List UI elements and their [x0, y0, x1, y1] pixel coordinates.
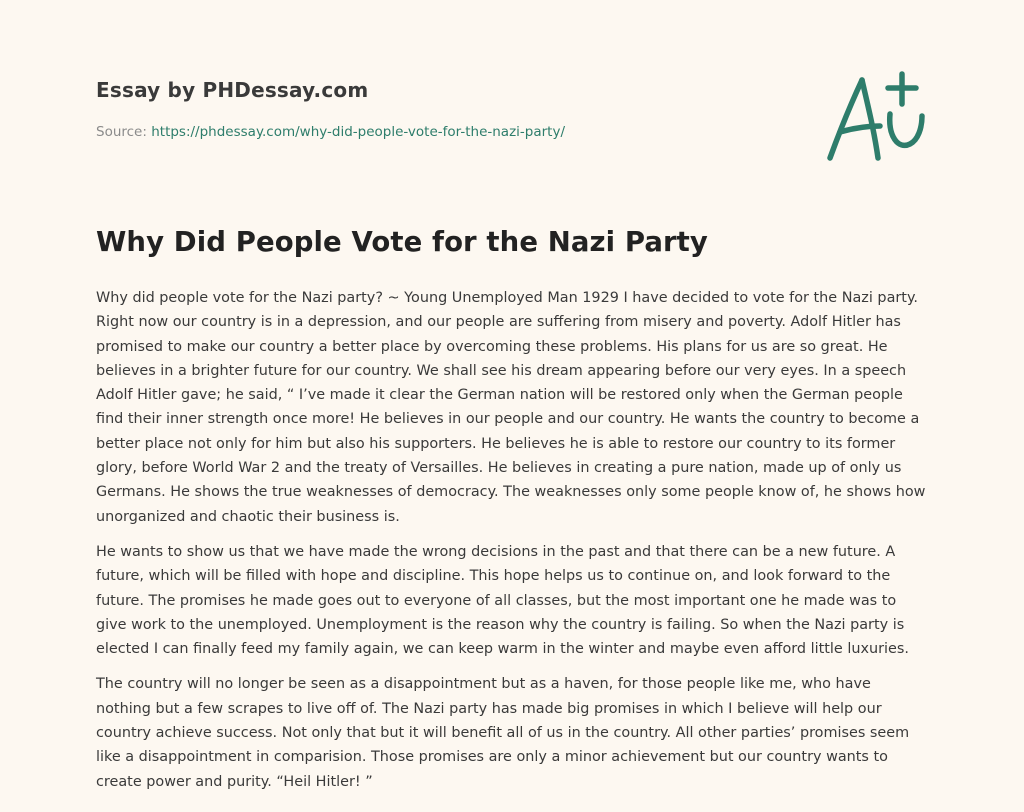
source-label: Source: [96, 124, 147, 140]
site-brand: Essay by PHDessay.com [96, 78, 369, 102]
essay-paragraph: Why did people vote for the Nazi party? ~ Young Unemployed Man 1929 I have decided to vote for the Nazi party. Right now our country is in a depression, and our people are suffering from misery and poverty. Adolf Hitler has promised to make our country a better place by overcoming these problems. His plans for us are so great. He believes in a brighter future for our country. We shall see his dream appearing before our very eyes. In a speech Adolf Hitler gave; he said, “ I’ve made it clear the German nation will be restored only when the German people find their inner strength once more! He believes in our people and our country. He wants the country to become a better place not only for him but also his supporters. He believes he is able to restore our country to its former glory, before World War 2 and the treaty of Versailles. He believes in creating a pure nation, made up of only us Germans. He shows the true weaknesses of democracy. The weaknesses only some people know of, he shows how unorganized and chaotic their business is. [96, 290, 926, 525]
source-line [96, 124, 565, 140]
essay-paragraph: The country will no longer be seen as a disappointment but as a haven, for those people like me, who have nothing but a few scrapes to live off of. The Nazi party has made big promises in which I believe will help our country achieve success. Not only that but it will benefit all of us in the country. All other parties’ promises seem like a disappointment in comparision. Those promises are only a minor achievement but our country wants to create power and purity. “Heil Hitler! ” [96, 676, 910, 790]
essay-body [96, 286, 928, 805]
essay-title: Why Did People Vote for the Nazi Party [96, 226, 708, 258]
a-plus-logo-icon [818, 66, 930, 168]
source-link[interactable]: https://phdessay.com/why-did-people-vote-for-the-nazi-party/ [151, 124, 566, 140]
essay-paragraph: He wants to show us that we have made the wrong decisions in the past and that there can be a new future. A future, which will be filled with hope and discipline. This hope helps us to continue on, and look forward to the future. The promises he made goes out to everyone of all classes, but the most important one he made was to give work to the unemployed. Unemployment is the reason why the country is failing. So when the Nazi party is elected I can finally feed my family again, we can keep warm in the winter and maybe even afford little luxuries. [96, 543, 909, 658]
